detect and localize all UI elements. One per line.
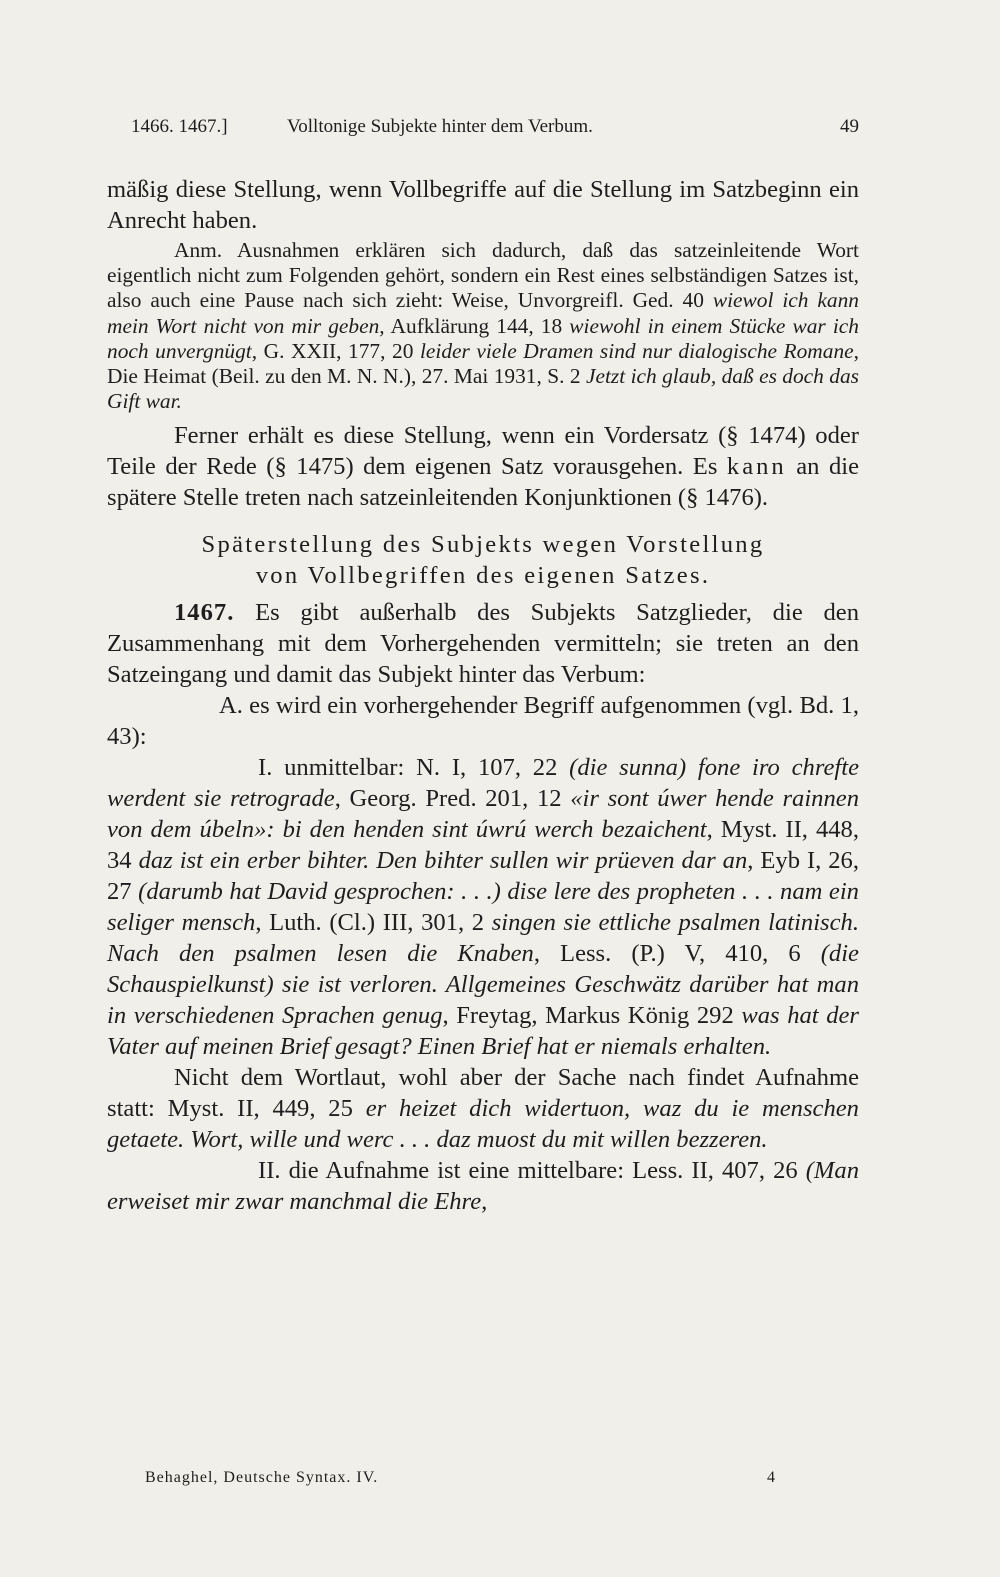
text-run: I. unmittelbar: N. I, 107, 22 (258, 754, 570, 782)
quote-italic: wiewohl in einem Stücke war ich noch unvergnügt (107, 313, 859, 363)
text-run: , Freytag, Markus König 292 (442, 1002, 742, 1030)
text-run: an die spätere Stelle treten nach satzeinleitenden Konjunktionen (§ 1476). (107, 453, 859, 512)
quote-italic: (darumb hat David gesprochen: . . .) dise lere des propheten . . . nam ein seliger mensch (107, 878, 859, 937)
paragraph-a (107, 690, 859, 752)
text-run: Anm. Ausnahmen erklären sich dadurch, daß das satzeinleitende Wort eigentlich nicht zum Folgenden gehört, sondern ein Rest eines selbständigen Satzes ist, also auch eine Pause nach sich zieht: Weise, Unvorgreifl. Ged. 40 (107, 238, 859, 313)
paragraph-continuation (107, 174, 859, 236)
text-run: , Luth. (Cl.) III, 301, 2 (255, 909, 492, 937)
body-text (107, 174, 859, 1217)
quote-italic: (Man erweiset mir zwar manchmal die Ehre, (107, 1157, 859, 1216)
section-number: 1467. (174, 599, 235, 627)
paragraph-i (107, 752, 859, 1062)
paragraph-ii (107, 1155, 859, 1217)
paragraph-ferner (107, 420, 859, 513)
text-run: A. es wird ein vorhergehender Begriff aufgenommen (vgl. Bd. 1, 43): (107, 692, 859, 751)
quote-italic: wiewol ich kann mein Wort nicht von mir geben (107, 288, 859, 338)
paragraph-nicht (107, 1062, 859, 1155)
running-head (107, 112, 859, 142)
quote-italic: was hat der Vater auf meinen Brief gesagt? Einen Brief hat er niemals erhalten. (107, 1002, 859, 1061)
quote-italic: (die Schauspielkunst) sie ist verloren. Allgemeines Geschwätz darüber hat man in verschiedenen Sprachen genug (107, 940, 859, 1030)
text-run: Es gibt außerhalb des Subjekts Satzglieder, die den Zusammenhang mit dem Vorhergehenden vermitteln; sie treten an den Satzeingang und damit das Subjekt hinter das Verbum: (107, 599, 859, 689)
text-run: , Eyb I, 26, 27 (107, 847, 859, 906)
heading-line-1: Späterstellung des Subjekts wegen Vorstellung (201, 531, 765, 559)
quote-italic: daz ist ein erber bihter. Den bihter sullen wir prüeven dar an (138, 847, 748, 875)
footer-sheet-number: 4 (767, 1469, 775, 1486)
quote-italic: leider viele Dramen sind nur dialogische Romane (419, 338, 854, 363)
text-run: , Less. (P.) V, 410, 6 (533, 940, 821, 968)
quote-italic: (die sunna) fone iro chrefte werdent sie retrograde (107, 754, 859, 813)
text-run: , Georg. Pred. 201, 12 (334, 785, 571, 813)
text-run: , Aufklärung 144, 18 (379, 313, 570, 338)
text-run: mäßig diese Stellung, wenn Vollbegriffe auf die Stellung im Satzbeginn ein Anrecht haben. (107, 176, 859, 234)
quote-italic: «ir sont úwer hende rainnen von dem úbeln»: bi den henden sint úwrú werch bezaichent (107, 785, 859, 844)
footer-signature: Behaghel, Deutsche Syntax. IV. (145, 1469, 379, 1486)
text-run: , Myst. II, 448, 34 (107, 816, 859, 875)
text-run: Ferner erhält es diese Stellung, wenn ein Vordersatz (§ 1474) oder Teile der Rede (§ 1475) dem eigenen Satz vorausgehen. Es (107, 422, 859, 481)
header-sections: 1466. 1467.] (131, 116, 228, 137)
quote-italic: er heizet dich widertuon, waz du ie menschen getaete. Wort, wille und werc . . . daz muost du mit willen bezzeren. (107, 1095, 859, 1154)
quote-italic: Jetzt ich glaub, daß es doch das Gift war. (107, 364, 859, 414)
header-page-number: 49 (840, 116, 859, 137)
section-heading (107, 529, 859, 591)
emphasis-spaced: kann (726, 453, 787, 481)
text-run: , G. XXII, 177, 20 (251, 338, 420, 363)
book-page (107, 112, 859, 1217)
text-run: , Die Heimat (Beil. zu den M. N. N.), 27. Mai 1931, S. 2 (107, 338, 859, 389)
header-title: Volltonige Subjekte hinter dem Verbum. (287, 116, 593, 137)
text-run: Nicht dem Wortlaut, wohl aber der Sache nach findet Aufnahme statt: Myst. II, 449, 25 (107, 1064, 859, 1123)
heading-line-2: von Vollbegriffen des eigenen Satzes. (255, 562, 711, 590)
paragraph-1467 (107, 597, 859, 690)
text-run: II. die Aufnahme ist eine mittelbare: Less. II, 407, 26 (258, 1157, 806, 1185)
quote-italic: singen sie ettliche psalmen latinisch. Nach den psalmen lesen die Knaben (107, 909, 859, 968)
annotation-paragraph (107, 238, 859, 414)
annotation-block (107, 238, 859, 414)
